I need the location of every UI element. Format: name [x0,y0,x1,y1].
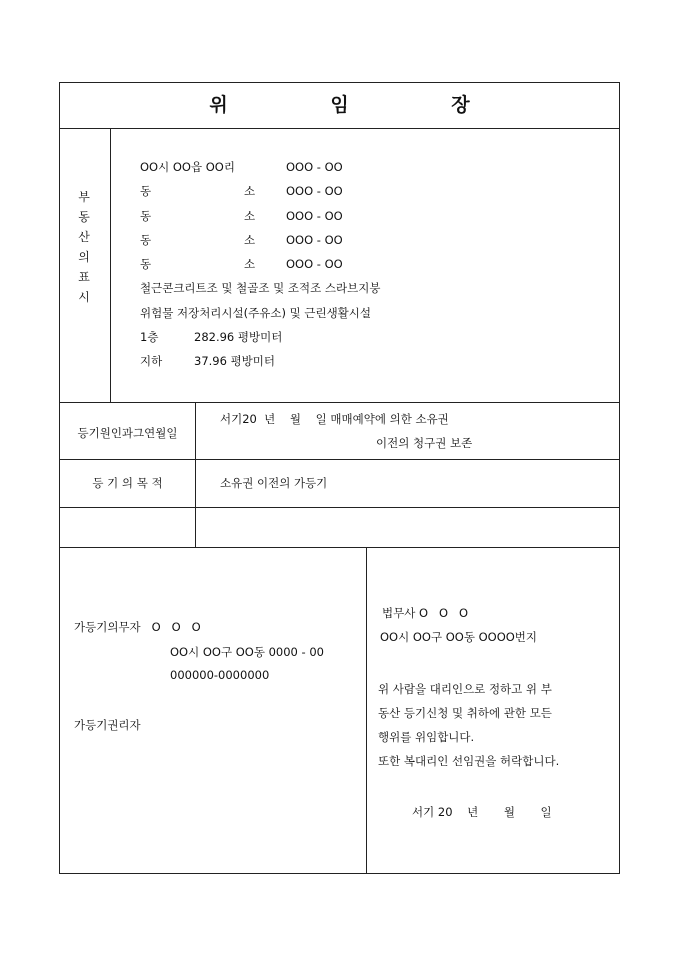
property-label-char: 표 [78,270,90,284]
statement-line: 행위를 위임합니다. [378,730,475,744]
obligor-name: O O O [151,620,201,634]
agent-address: OO시 OO구 OO동 OOOO번지 [380,630,538,644]
address-line: OO시 OO읍 OO리 OOO - OO [140,160,343,174]
floor-line: 1층 282.96 평방미터 [140,330,283,345]
structure-line: 철근콘크리트조 및 철골조 및 조적조 스라브지붕 [140,281,381,296]
obligor-id: 000000-0000000 [170,668,270,682]
obligor-label: 가등기의무자 [74,620,141,634]
cause-line-1: 서기20 년 월 일 매매예약에 의한 소유권 [220,412,449,426]
delegation-statement [378,677,606,773]
date-line: 서기 20 년 월 일 [412,805,552,819]
divider-parties [60,547,619,548]
divider-cause [60,402,619,403]
divider-parties-column [366,547,367,873]
purpose-value: 소유권 이전의 가등기 [220,476,328,490]
divider-property-label [110,128,111,402]
address-line: 동 소 OOO - OO [140,257,343,272]
statement-line: 위 사람을 대리인으로 정하고 위 부 [378,682,552,696]
property-label [72,187,96,307]
obligor-address: OO시 OO구 OO동 0000 - 00 [170,645,324,659]
statement-line: 동산 등기신청 및 취하에 관한 모든 [378,706,552,720]
address-line: 동 소 OOO - OO [140,184,343,199]
address-line: 동 소 OOO - OO [140,232,343,247]
divider-label-column [195,402,196,547]
divider-title [60,128,619,129]
holder-label: 가등기권리자 [74,718,141,732]
divider-blank-row [60,507,619,508]
cause-label: 등기원인과그연월일 [77,426,178,440]
obligor-row [74,619,201,635]
cause-line-2: 이전의 청구권 보존 [376,436,473,450]
property-label-char: 부 [78,190,90,204]
use-line: 위험물 저장처리시설(주유소) 및 근린생활시설 [140,305,372,320]
property-label-char: 산 [78,230,90,244]
power-of-attorney-form [59,82,620,874]
property-label-char: 의 [78,250,90,264]
property-label-char: 시 [78,290,90,304]
address-line: 동 소 OOO - OO [140,208,343,223]
property-description [140,155,380,374]
statement-line: 또한 복대리인 선임권을 허락합니다. [378,754,560,768]
property-label-char: 동 [78,210,90,224]
divider-purpose [60,459,619,460]
agent-title: 법무사 O O O [382,606,469,620]
purpose-label: 등 기 의 목 적 [92,476,163,490]
floor-line: 지하 37.96 평방미터 [140,354,276,369]
document-title: 위 임 장 [209,94,518,116]
